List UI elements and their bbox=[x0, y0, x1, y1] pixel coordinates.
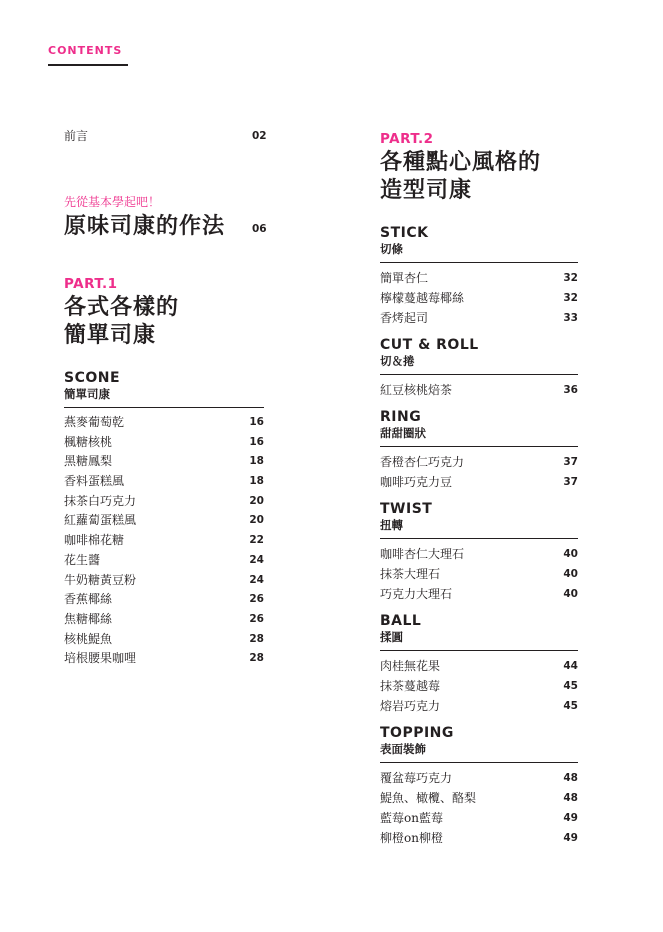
toc-item-name: 檸檬蔓越莓椰絲 bbox=[380, 291, 465, 305]
section-divider bbox=[380, 262, 578, 263]
part2-title-line1: 各種點心風格的 bbox=[380, 150, 542, 175]
toc-item-page: 48 bbox=[563, 772, 578, 784]
section-divider bbox=[380, 374, 578, 375]
toc-item-name: 肉桂無花果 bbox=[380, 659, 441, 673]
toc-item-name: 覆盆莓巧克力 bbox=[380, 771, 453, 785]
toc-item[interactable] bbox=[64, 434, 264, 454]
section-topping bbox=[380, 725, 578, 850]
toc-item[interactable] bbox=[380, 546, 578, 566]
toc-item-name: 香烤起司 bbox=[380, 311, 429, 325]
toc-item-name: 楓糖核桃 bbox=[64, 434, 113, 449]
ball-list bbox=[380, 658, 578, 718]
toc-item[interactable] bbox=[380, 270, 578, 290]
section-en-title: TWIST bbox=[380, 501, 433, 517]
toc-item[interactable] bbox=[64, 552, 264, 572]
topping-list bbox=[380, 770, 578, 850]
toc-item[interactable] bbox=[380, 770, 578, 790]
basics-title[interactable]: 原味司康的作法 bbox=[64, 214, 226, 239]
toc-item-page: 49 bbox=[563, 832, 578, 844]
section-ball bbox=[380, 613, 578, 718]
toc-item-name: 簡單杏仁 bbox=[380, 271, 429, 285]
toc-item-name: 燕麥葡萄乾 bbox=[64, 415, 125, 429]
toc-item-page: 37 bbox=[563, 476, 578, 488]
section-zh-title: 切＆捲 bbox=[380, 354, 415, 368]
toc-item-name: 香蕉椰絲 bbox=[64, 592, 113, 607]
toc-item-page: 48 bbox=[563, 792, 578, 804]
toc-item-page: 40 bbox=[563, 588, 578, 600]
toc-item-page: 44 bbox=[563, 660, 578, 672]
toc-item[interactable] bbox=[64, 532, 264, 552]
part1-label: PART.1 bbox=[64, 276, 118, 292]
section-stick bbox=[380, 225, 578, 330]
section-en-title: TOPPING bbox=[380, 725, 454, 741]
toc-item[interactable] bbox=[380, 830, 578, 850]
section-divider bbox=[380, 538, 578, 539]
section-cut-roll bbox=[380, 337, 578, 402]
toc-item-page: 33 bbox=[563, 312, 578, 324]
toc-item[interactable] bbox=[380, 474, 578, 494]
toc-item-page: 22 bbox=[249, 534, 264, 547]
part2-title-line2: 造型司康 bbox=[380, 178, 473, 203]
toc-item-name: 咖啡棉花糖 bbox=[64, 533, 125, 548]
toc-item-page: 28 bbox=[249, 652, 264, 665]
foreword-link[interactable] bbox=[64, 128, 88, 144]
toc-item[interactable] bbox=[380, 290, 578, 310]
toc-item-page: 40 bbox=[563, 568, 578, 580]
toc-item-page: 37 bbox=[563, 456, 578, 468]
section-en-title: CUT & ROLL bbox=[380, 337, 479, 353]
section-divider bbox=[380, 650, 578, 651]
toc-item[interactable] bbox=[380, 586, 578, 606]
contents-header: CONTENTS bbox=[48, 44, 123, 57]
foreword-page: 02 bbox=[252, 130, 267, 142]
part2-label: PART.2 bbox=[380, 131, 434, 147]
toc-item[interactable] bbox=[64, 572, 264, 592]
section-divider bbox=[380, 446, 578, 447]
part1-title-line2: 簡單司康 bbox=[64, 323, 157, 348]
toc-item[interactable] bbox=[380, 310, 578, 330]
toc-item-name: 抹茶白巧克力 bbox=[64, 493, 137, 508]
toc-item[interactable] bbox=[380, 678, 578, 698]
toc-item-name: 香料蛋糕風 bbox=[64, 474, 125, 489]
toc-item-name: 焦糖椰絲 bbox=[64, 611, 113, 626]
toc-item-page: 16 bbox=[249, 416, 264, 428]
section-en-title: BALL bbox=[380, 613, 422, 629]
toc-item-page: 32 bbox=[563, 272, 578, 284]
toc-item[interactable] bbox=[64, 493, 264, 513]
toc-item[interactable] bbox=[380, 810, 578, 830]
toc-item[interactable] bbox=[64, 631, 264, 651]
section-zh-title: 揉圓 bbox=[380, 630, 403, 644]
toc-item[interactable] bbox=[380, 382, 578, 402]
toc-item-name: 紅蘿蔔蛋糕風 bbox=[64, 513, 137, 528]
toc-item-name: 咖啡杏仁大理石 bbox=[380, 547, 465, 561]
section-en-title: SCONE bbox=[64, 370, 121, 386]
cut-roll-list bbox=[380, 382, 578, 402]
toc-item-page: 26 bbox=[249, 612, 264, 625]
section-divider bbox=[380, 762, 578, 763]
toc-item-name: 紅豆核桃焙茶 bbox=[380, 383, 453, 397]
toc-item-name: 培根腰果咖哩 bbox=[64, 651, 137, 666]
toc-item[interactable] bbox=[64, 414, 264, 434]
toc-item-name: 熔岩巧克力 bbox=[380, 699, 441, 713]
twist-list bbox=[380, 546, 578, 606]
section-scone bbox=[64, 370, 264, 670]
section-zh-title: 表面裝飾 bbox=[380, 742, 426, 756]
toc-item-page: 40 bbox=[563, 548, 578, 560]
toc-item-name: 香橙杏仁巧克力 bbox=[380, 455, 465, 469]
toc-item[interactable] bbox=[380, 454, 578, 474]
header-divider bbox=[48, 64, 128, 66]
toc-item[interactable] bbox=[64, 473, 264, 493]
toc-item-name: 花生醬 bbox=[64, 552, 101, 567]
section-en-title: STICK bbox=[380, 225, 429, 241]
toc-item-name: 抹茶蔓越莓 bbox=[380, 679, 441, 693]
toc-item[interactable] bbox=[380, 658, 578, 678]
toc-item-name: 牛奶糖黃豆粉 bbox=[64, 572, 137, 587]
toc-item-name: 咖啡巧克力豆 bbox=[380, 475, 453, 489]
toc-item[interactable] bbox=[380, 566, 578, 586]
basics-page: 06 bbox=[252, 223, 267, 235]
section-zh-title: 扭轉 bbox=[380, 518, 403, 532]
toc-item-page: 24 bbox=[249, 573, 264, 586]
basics-intro: 先從基本學起吧！ bbox=[64, 195, 161, 209]
section-divider bbox=[64, 407, 264, 408]
toc-item-page: 20 bbox=[249, 494, 264, 507]
toc-item-page: 18 bbox=[249, 455, 264, 468]
toc-item[interactable] bbox=[64, 650, 264, 670]
toc-item[interactable] bbox=[64, 453, 264, 473]
toc-item-page: 24 bbox=[249, 553, 264, 566]
ring-list bbox=[380, 454, 578, 494]
scone-list bbox=[64, 414, 264, 670]
toc-item-page: 16 bbox=[249, 435, 264, 448]
part1-title-line1: 各式各樣的 bbox=[64, 295, 180, 320]
toc-item-page: 26 bbox=[249, 593, 264, 606]
section-zh-title: 簡單司康 bbox=[64, 387, 110, 401]
section-twist bbox=[380, 501, 578, 606]
toc-item-page: 20 bbox=[249, 514, 264, 527]
section-ring bbox=[380, 409, 578, 494]
toc-item-name: 鯷魚、橄欖、酪梨 bbox=[380, 791, 477, 805]
toc-item[interactable] bbox=[64, 611, 264, 631]
toc-item-page: 18 bbox=[249, 475, 264, 488]
stick-list bbox=[380, 270, 578, 330]
section-zh-title: 切條 bbox=[380, 242, 403, 256]
toc-item[interactable] bbox=[380, 790, 578, 810]
toc-item-name: 藍莓on藍莓 bbox=[380, 811, 443, 825]
toc-item-page: 45 bbox=[563, 680, 578, 692]
toc-item-name: 核桃鯷魚 bbox=[64, 631, 113, 646]
toc-item-name: 抹茶大理石 bbox=[380, 567, 441, 581]
toc-item-page: 32 bbox=[563, 292, 578, 304]
toc-item[interactable] bbox=[380, 698, 578, 718]
toc-item[interactable] bbox=[64, 591, 264, 611]
toc-item[interactable] bbox=[64, 512, 264, 532]
toc-item-name: 黑糖鳳梨 bbox=[64, 454, 113, 469]
toc-item-page: 36 bbox=[563, 384, 578, 396]
toc-item-name: 巧克力大理石 bbox=[380, 587, 453, 601]
toc-item-page: 45 bbox=[563, 700, 578, 712]
section-zh-title: 甜甜圈狀 bbox=[380, 426, 426, 440]
toc-item-page: 49 bbox=[563, 812, 578, 824]
section-en-title: RING bbox=[380, 409, 422, 425]
foreword-label: 前言 bbox=[64, 129, 89, 143]
toc-item-name: 柳橙on柳橙 bbox=[380, 831, 443, 845]
toc-item-page: 28 bbox=[249, 632, 264, 645]
